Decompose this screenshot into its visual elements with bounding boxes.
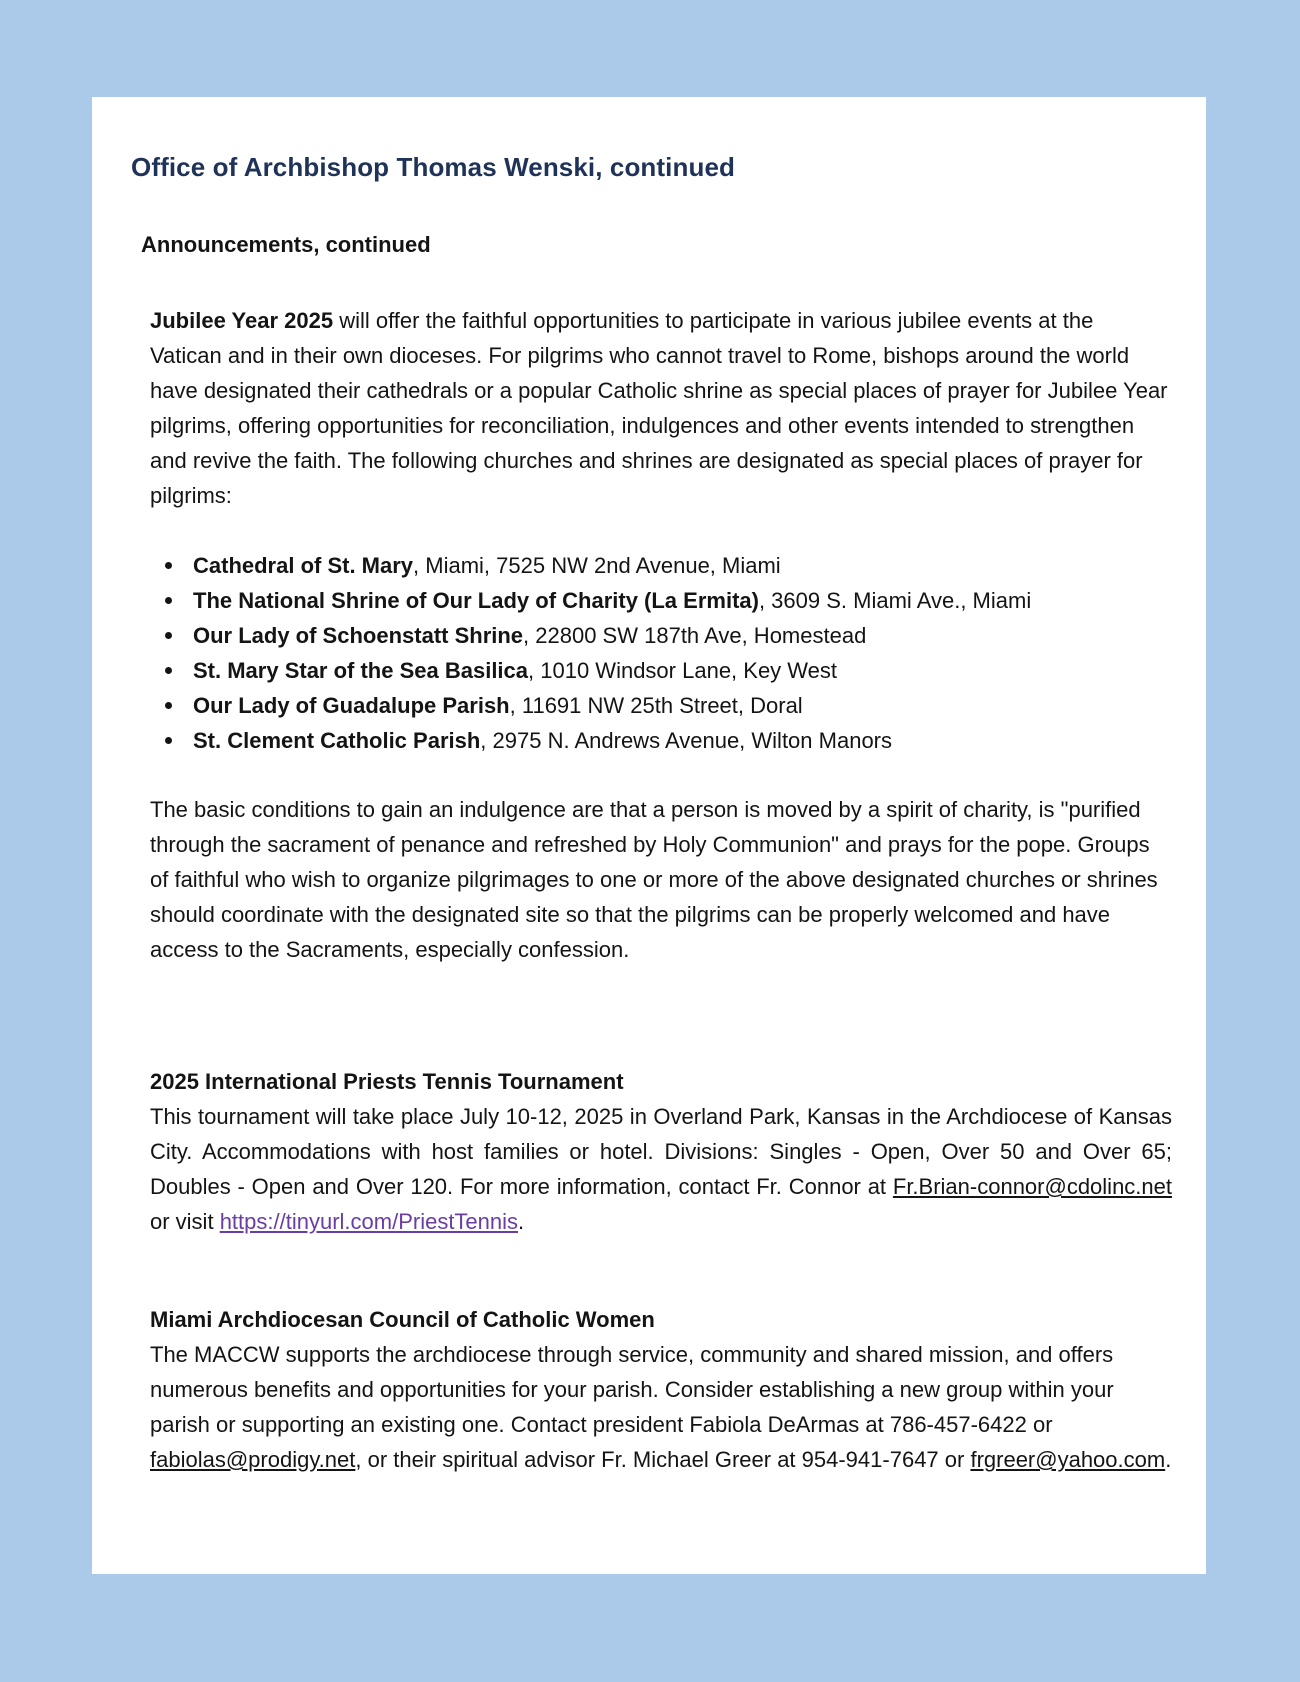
tennis-mid-text: or visit xyxy=(150,1209,220,1234)
maccw-end-text: . xyxy=(1165,1447,1172,1472)
list-item xyxy=(193,548,1233,583)
maccw-section xyxy=(150,1302,1172,1477)
site-name: Our Lady of Guadalupe Parish xyxy=(193,693,510,718)
site-address: , 1010 Windsor Lane, Key West xyxy=(528,658,838,683)
tennis-heading: 2025 International Priests Tennis Tournament xyxy=(150,1069,624,1094)
page-title: Office of Archbishop Thomas Wenski, continued xyxy=(131,152,735,182)
list-item xyxy=(193,653,1233,688)
jubilee-text: will offer the faithful opportunities to participate in various jubilee events at the Vatican and in their own dioceses. For pilgrims who cannot travel to Rome, bishops around the world have designated their cathedrals or a popular Catholic shrine as special places of prayer for Jubilee Year pilgrims, offering opportunities for reconciliation, indulgences and other events intended to strengthen and revive the faith. The following churches and shrines are designated as special places of prayer for pilgrims: xyxy=(150,308,1168,508)
document-page xyxy=(92,97,1206,1574)
maccw-heading: Miami Archdiocesan Council of Catholic Women xyxy=(150,1307,655,1332)
list-item xyxy=(193,688,1233,723)
site-address: , 22800 SW 187th Ave, Homestead xyxy=(523,623,867,648)
site-name: The National Shrine of Our Lady of Charity (La Ermita) xyxy=(193,588,759,613)
list-item xyxy=(193,583,1233,618)
tennis-paragraph xyxy=(150,1099,1172,1239)
pilgrimage-sites-list xyxy=(150,548,1233,758)
section-subtitle: Announcements, continued xyxy=(141,232,431,257)
jubilee-paragraph xyxy=(150,303,1170,513)
maccw-text: The MACCW supports the archdiocese through service, community and shared mission, and offers numerous benefits and opportunities for your parish. Consider establishing a new group within your parish or supporting an existing one. Contact president Fabiola DeArmas at 786-457-6422 or xyxy=(150,1342,1114,1437)
tennis-section xyxy=(150,1064,1172,1239)
jubilee-lead: Jubilee Year 2025 xyxy=(150,308,334,333)
site-name: St. Mary Star of the Sea Basilica xyxy=(193,658,529,683)
site-address: , Miami, 7525 NW 2nd Avenue, Miami xyxy=(413,553,781,578)
tennis-text: This tournament will take place July 10-12, 2025 in Overland Park, Kansas in the Archdiocese of Kansas City. Accommodations with host families or hotel. Divisions: Singles - Open, Over 50 and Over 65; Doubles - Open and Over 120. For more information, contact Fr. Connor at xyxy=(150,1104,1172,1199)
maccw-paragraph xyxy=(150,1337,1172,1477)
site-address: , 2975 N. Andrews Avenue, Wilton Manors xyxy=(480,728,893,753)
maccw-mid-text: , or their spiritual advisor Fr. Michael Greer at 954-941-7647 or xyxy=(355,1447,971,1472)
tennis-url-link[interactable]: https://tinyurl.com/PriestTennis xyxy=(219,1209,519,1234)
site-name: Our Lady of Schoenstatt Shrine xyxy=(193,623,524,648)
site-address: , 3609 S. Miami Ave., Miami xyxy=(758,588,1032,613)
greer-email-link[interactable]: frgreer@yahoo.com xyxy=(970,1447,1166,1472)
fabiola-email-link[interactable]: fabiolas@prodigy.net xyxy=(150,1447,356,1472)
tennis-end-text: . xyxy=(518,1209,525,1234)
site-address: , 11691 NW 25th Street, Doral xyxy=(509,693,803,718)
tennis-email-link[interactable]: Fr.Brian-connor@cdolinc.net xyxy=(892,1174,1172,1199)
indulgence-paragraph: The basic conditions to gain an indulgence are that a person is moved by a spirit of charity, is "purified through the sacrament of penance and refreshed by Holy Communion" and prays for the pope. Groups of faithful who wish to organize pilgrimages to one or more of the above designated churches or shrines should coordinate with the designated site so that the pilgrims can be properly welcomed and have access to the Sacraments, especially confession. xyxy=(150,797,1158,962)
list-item xyxy=(193,723,1233,758)
site-name: Cathedral of St. Mary xyxy=(193,553,414,578)
site-name: St. Clement Catholic Parish xyxy=(193,728,481,753)
list-item xyxy=(193,618,1233,653)
